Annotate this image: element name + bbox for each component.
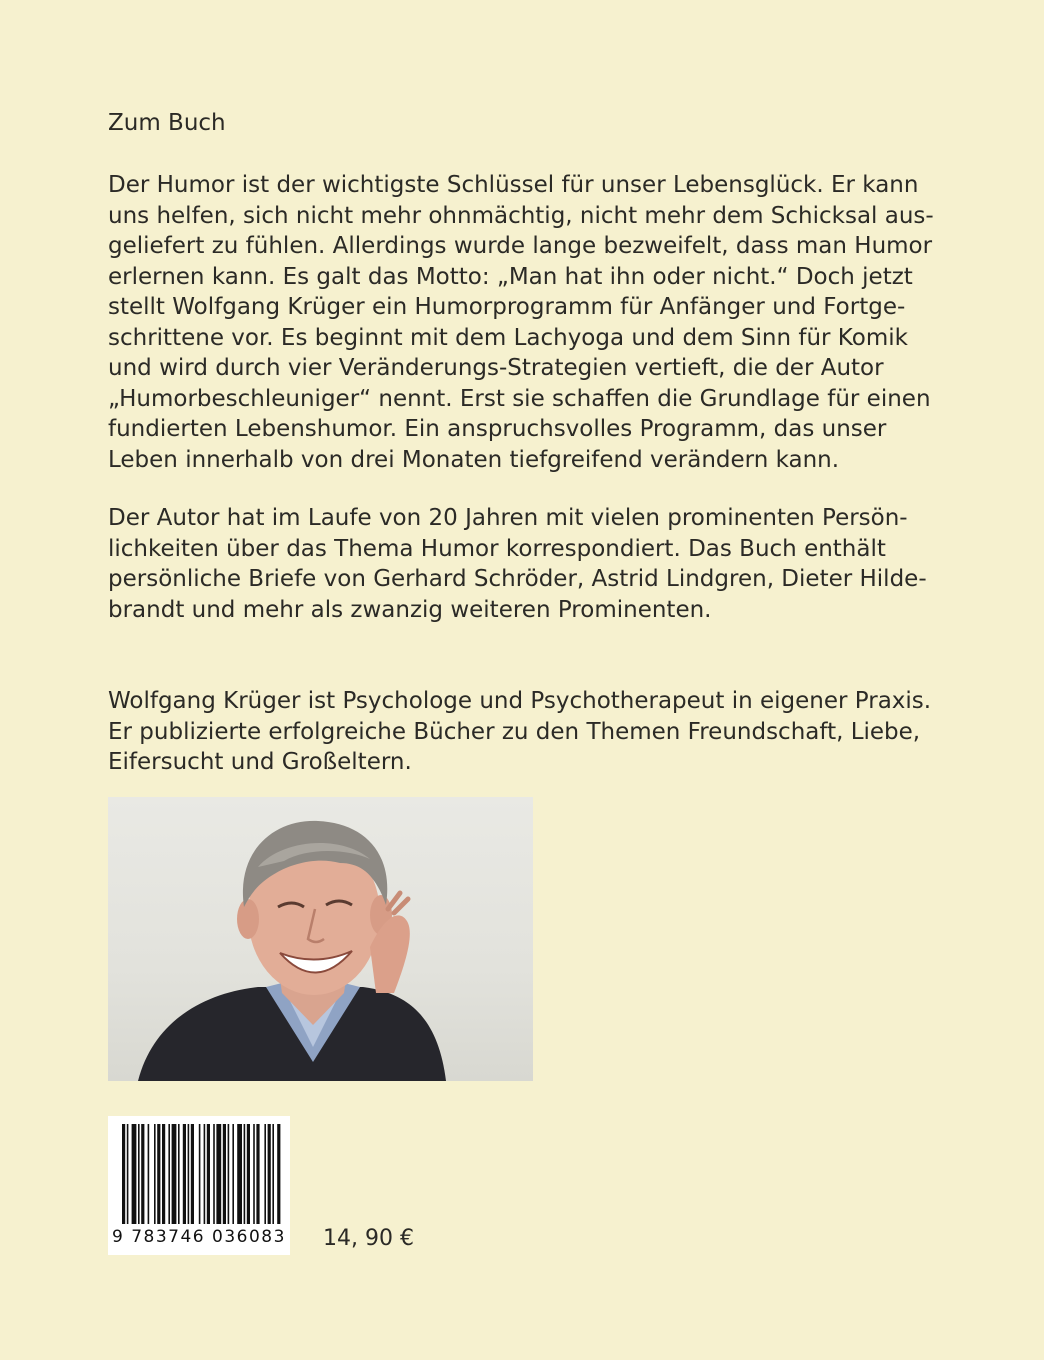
isbn-number: 9 783746 036083: [112, 1227, 286, 1247]
barcode-bars-icon: [108, 1116, 290, 1228]
author-bio-paragraph: [108, 686, 931, 778]
price-label: 14, 90 €: [323, 1226, 414, 1251]
text-line: persönliche Briefe von Gerhard Schröder, Astrid Lindgren, Dieter Hilde-: [108, 566, 927, 592]
text-line: erlernen kann. Es galt das Motto: „Man hat ihn oder nicht.“ Doch jetzt: [108, 263, 913, 290]
text-line: „Humorbeschleuniger“ nennt. Erst sie schaffen die Grundlage für einen: [108, 385, 931, 412]
author-photo: [108, 797, 533, 1081]
text-line: Leben innerhalb von drei Monaten tiefgreifend verändern kann.: [108, 446, 840, 473]
text-line: lichkeiten über das Thema Humor korrespondiert. Das Buch enthält: [108, 535, 886, 562]
text-line: fundierten Lebenshumor. Ein anspruchsvolles Programm, das unser: [108, 416, 887, 442]
section-heading: Zum Buch: [108, 110, 226, 136]
text-line: geliefert zu fühlen. Allerdings wurde lange bezweifelt, dass man Humor: [108, 233, 933, 259]
text-line: und wird durch vier Veränderungs-Strategien vertieft, die der Autor: [108, 355, 884, 381]
text-line: Wolfgang Krüger ist Psychologe und Psychotherapeut in eigener Praxis.: [108, 688, 932, 714]
isbn-barcode: [108, 1116, 290, 1255]
text-line: brandt und mehr als zwanzig weiteren Prominenten.: [108, 596, 712, 623]
text-line: Eifersucht und Großeltern.: [108, 749, 412, 775]
book-description-paragraph: [108, 170, 934, 475]
text-line: uns helfen, sich nicht mehr ohnmächtig, nicht mehr dem Schicksal aus-: [108, 202, 934, 229]
text-line: Der Autor hat im Laufe von 20 Jahren mit vielen prominenten Persön-: [108, 505, 908, 531]
text-line: schrittene vor. Es beginnt mit dem Lachyoga und dem Sinn für Komik: [108, 324, 908, 351]
text-line: Er publizierte erfolgreiche Bücher zu den Themen Freundschaft, Liebe,: [108, 718, 921, 745]
text-line: stellt Wolfgang Krüger ein Humorprogramm für Anfänger und Fortge-: [108, 294, 906, 320]
letters-paragraph: [108, 503, 927, 625]
text-line: Der Humor ist der wichtigste Schlüssel für unser Lebensglück. Er kann: [108, 172, 919, 198]
